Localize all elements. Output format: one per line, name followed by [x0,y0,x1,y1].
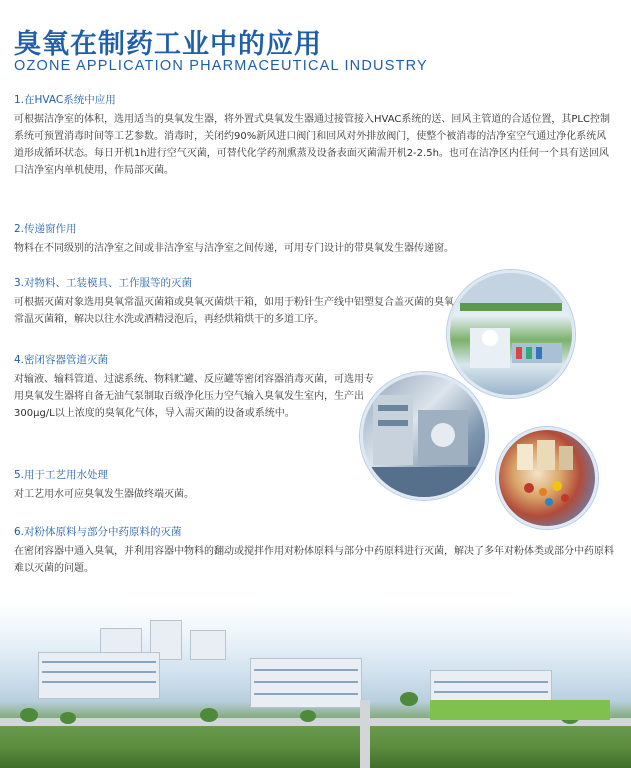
section-body: 可根据灭菌对象选用臭氧常温灭菌箱或臭氧灭菌烘干箱，如用于粉针生产线中铝塑复合盖灭菌的臭氧常温灭菌箱，解决以往水洗或酒精浸泡后，再经烘箱烘干的多道工序。 [14,297,454,325]
section-heading: 4.密闭容器管道灭菌 [14,354,109,366]
cleanroom-lab-photo [447,270,575,398]
section-body: 对输液、输料管道、过滤系统、物料贮罐、反应罐等密闭容器消毒灭菌，可选用专用臭氧发生器将自备无油气泵制取百级净化压力空气输入臭氧发生室内，生产出300μg/L以上浓度的臭氧化气体，导入需灭菌的设备或系统中。 [14,374,374,419]
section-body: 可根据洁净室的体积，选用适当的臭氧发生器，将外置式臭氧发生器通过接管接入HVAC系统的送、回风主管道的合适位置，其PLC控制系统可预置消毒时间等工艺参数。消毒时，关闭约90%新风进口阀门和回风对外排放阀门，使整个被消毒的洁净室空气通过净化系统风道形成循环状态。每日开机1h进行空气灭菌，可替代化学药剂熏蒸及设备表面灭菌需开机2-2.5h。也可在洁净区内任何一个具有送回风口洁净室内单机使用，作局部灭菌。 [14,114,610,176]
section-body: 在密闭容器中通入臭氧，并利用容器中物料的翻动或搅拌作用对粉体原料与部分中药原料进行灭菌，解决了多年对粉体类或部分中药原料难以灭菌的问题。 [14,546,614,574]
section-heading: 3.对物料、工装模具、工作服等的灭菌 [14,277,193,289]
page-title: 臭氧在制药工业中的应用 [14,29,322,60]
page-subtitle: OZONE APPLICATION PHARMACEUTICAL INDUSTRY [14,58,428,74]
section-heading: 6.对粉体原料与部分中药原料的灭菌 [14,526,182,538]
section-materials-sterilization [14,275,454,328]
medicine-bottles-photo [496,427,598,529]
pharma-machinery-photo [360,372,488,500]
section-powder-materials [14,524,619,577]
section-heading: 1.在HVAC系统中应用 [14,94,116,106]
section-closed-vessel-sterilization [14,352,374,422]
section-pass-box [14,221,614,257]
section-heading: 5.用于工艺用水处理 [14,469,109,481]
section-hvac [14,92,614,179]
section-heading: 2.传递窗作用 [14,223,77,235]
factory-campus-photo [0,600,631,768]
section-body: 物料在不同级别的洁净室之间或非洁净室与洁净室之间传递，可用专门设计的带臭氧发生器传递窗。 [14,243,454,254]
section-body: 对工艺用水可应臭氧发生器做终端灭菌。 [14,489,194,500]
